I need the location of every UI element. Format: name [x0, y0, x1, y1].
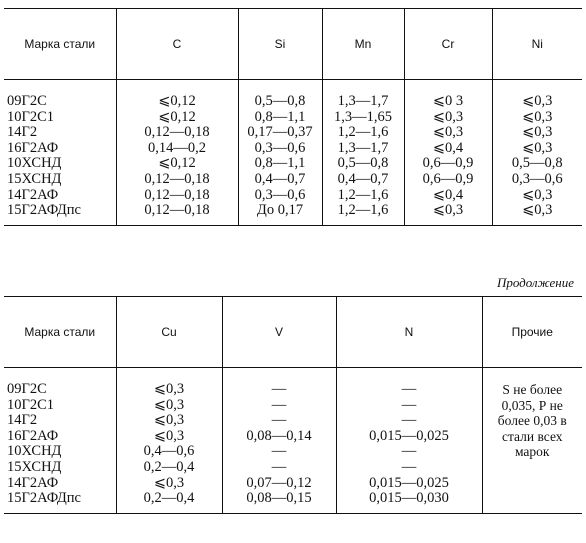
- table-cell: 10Г2С1: [7, 108, 55, 125]
- table-cell: 14Г2: [7, 124, 38, 141]
- table-cell: 1,3—1,7: [337, 139, 389, 156]
- table-body-row: [4, 368, 582, 514]
- table-cell: 16Г2АФ: [7, 427, 59, 444]
- header-carbon: C: [116, 9, 238, 80]
- table-cell: ⩽0,3: [522, 186, 553, 203]
- table-cell: 09Г2С: [7, 381, 47, 397]
- grade-column: [4, 80, 116, 226]
- vanadium-column: [222, 368, 336, 514]
- table-cell: —: [401, 412, 417, 429]
- table-cell: ⩽0,3: [432, 108, 464, 125]
- table-cell: 15Г2АФДпс: [7, 490, 81, 507]
- silicon-column: [238, 80, 322, 226]
- table-cell: 0,4—0,7: [337, 170, 389, 187]
- table-cell: —: [401, 458, 417, 475]
- header-other: Прочие: [482, 297, 582, 368]
- chromium-column: [404, 80, 492, 226]
- table-cell: 0,17—0,37: [247, 124, 313, 141]
- table-cell: ⩽0,3: [153, 474, 185, 491]
- table-cell: 0,015—0,025: [369, 474, 449, 491]
- table-cell: ⩽0,3: [153, 396, 185, 413]
- table-cell: 0,015—0,030: [369, 490, 449, 507]
- table-cell: —: [271, 412, 287, 429]
- table-cell: 0,12—0,18: [144, 202, 210, 219]
- header-copper: Cu: [116, 297, 222, 368]
- header-nickel: Ni: [492, 9, 582, 80]
- table-cell: 0,12—0,18: [144, 124, 210, 141]
- manganese-column: [322, 80, 404, 226]
- table-cell: 0,5—0,8: [511, 155, 563, 172]
- table-cell: 0,5—0,8: [254, 93, 306, 109]
- table-cell: ⩽0,3: [153, 427, 185, 444]
- table-cell: 1,3—1,65: [334, 108, 392, 125]
- table-cell: 16Г2АФ: [7, 139, 59, 156]
- table-cell: —: [401, 396, 417, 413]
- continuation-label: Продолжение: [496, 275, 574, 290]
- carbon-column: [116, 80, 238, 226]
- table-cell: ⩽0,3: [522, 124, 553, 141]
- header-silicon: Si: [238, 9, 322, 80]
- table-cell: 10ХСНД: [7, 155, 62, 172]
- table-cell: ⩽0,3: [153, 412, 185, 429]
- table-cell: ⩽0 3: [432, 93, 464, 109]
- table-cell: ⩽0,3: [432, 202, 464, 219]
- table-header-row: [4, 9, 582, 80]
- nitrogen-column: [336, 368, 482, 514]
- header-chromium: Cr: [404, 9, 492, 80]
- table-cell: —: [401, 443, 417, 460]
- table-cell: 0,3—0,6: [511, 170, 563, 187]
- table-cell: 1,3—1,7: [337, 93, 389, 109]
- table-cell: 14Г2АФ: [7, 186, 59, 203]
- table-cell: 1,2—1,6: [337, 186, 389, 203]
- header-manganese: Mn: [322, 9, 404, 80]
- table-cell: 15ХСНД: [7, 458, 62, 475]
- table-cell: ⩽0,12: [158, 155, 196, 172]
- grade-column: [4, 368, 116, 514]
- table-cell: 0,8—1,1: [254, 108, 306, 125]
- table-cell: 0,12—0,18: [144, 170, 210, 187]
- table-cell: 10ХСНД: [7, 443, 62, 460]
- table-cell: ⩽0,3: [522, 202, 553, 219]
- table-cell: —: [271, 396, 287, 413]
- table-cell: 0,4—0,6: [143, 443, 195, 460]
- table-cell: ⩽0,12: [158, 108, 196, 125]
- table-cell: 1,2—1,6: [337, 202, 389, 219]
- table-cell: 0,3—0,6: [254, 186, 306, 203]
- table-cell: 0,07—0,12: [246, 474, 312, 491]
- table-cell: 0,12—0,18: [144, 186, 210, 203]
- table-body-row: [4, 80, 582, 226]
- header-grade: Марка стали: [4, 297, 116, 368]
- table-cell: ⩽0,4: [432, 186, 464, 203]
- table-cell: 1,2—1,6: [337, 124, 389, 141]
- table-cell: 0,2—0,4: [143, 458, 195, 475]
- table-cell: 09Г2С: [7, 93, 47, 109]
- table-cell: 15ХСНД: [7, 170, 62, 187]
- header-grade: Марка стали: [4, 9, 116, 80]
- table-header-row: [4, 297, 582, 368]
- table-cell: ⩽0,4: [432, 139, 464, 156]
- table-cell: 0,3—0,6: [254, 139, 306, 156]
- table-cell: ⩽0,3: [432, 124, 464, 141]
- table-cell: ⩽0,3: [522, 93, 553, 109]
- table-cell: —: [271, 458, 287, 475]
- table-cell: 0,08—0,14: [246, 427, 312, 444]
- table-cell: 0,5—0,8: [337, 155, 389, 172]
- other-elements-note: S не более 0,035, Р не более 0,03 в стали всех марок: [482, 368, 582, 514]
- nickel-column: [492, 80, 582, 226]
- composition-table: [4, 8, 582, 226]
- table-cell: 0,6—0,9: [422, 155, 474, 172]
- table-cell: ⩽0,3: [522, 108, 553, 125]
- copper-column: [116, 368, 222, 514]
- table-cell: ⩽0,3: [522, 139, 553, 156]
- table-cell: 0,4—0,7: [254, 170, 306, 187]
- table-cell: ⩽0,12: [158, 93, 196, 109]
- table-cell: 0,015—0,025: [369, 427, 449, 444]
- header-nitrogen: N: [336, 297, 482, 368]
- table-cell: 15Г2АФДпс: [7, 202, 81, 219]
- header-vanadium: V: [222, 297, 336, 368]
- table-cell: 14Г2АФ: [7, 474, 59, 491]
- table-cell: ⩽0,3: [153, 381, 185, 397]
- table-cell: 0,08—0,15: [246, 490, 312, 507]
- table-cell: 0,8—1,1: [254, 155, 306, 172]
- table-cell: —: [401, 381, 417, 397]
- table-cell: —: [271, 443, 287, 460]
- table-cell: До 0,17: [256, 202, 304, 219]
- table-cell: 0,6—0,9: [422, 170, 474, 187]
- table-cell: 0,2—0,4: [143, 490, 195, 507]
- table-cell: 14Г2: [7, 412, 38, 429]
- composition-table-continued: [4, 296, 582, 514]
- table-cell: 10Г2С1: [7, 396, 55, 413]
- table-cell: 0,14—0,2: [148, 139, 206, 156]
- table-cell: —: [271, 381, 287, 397]
